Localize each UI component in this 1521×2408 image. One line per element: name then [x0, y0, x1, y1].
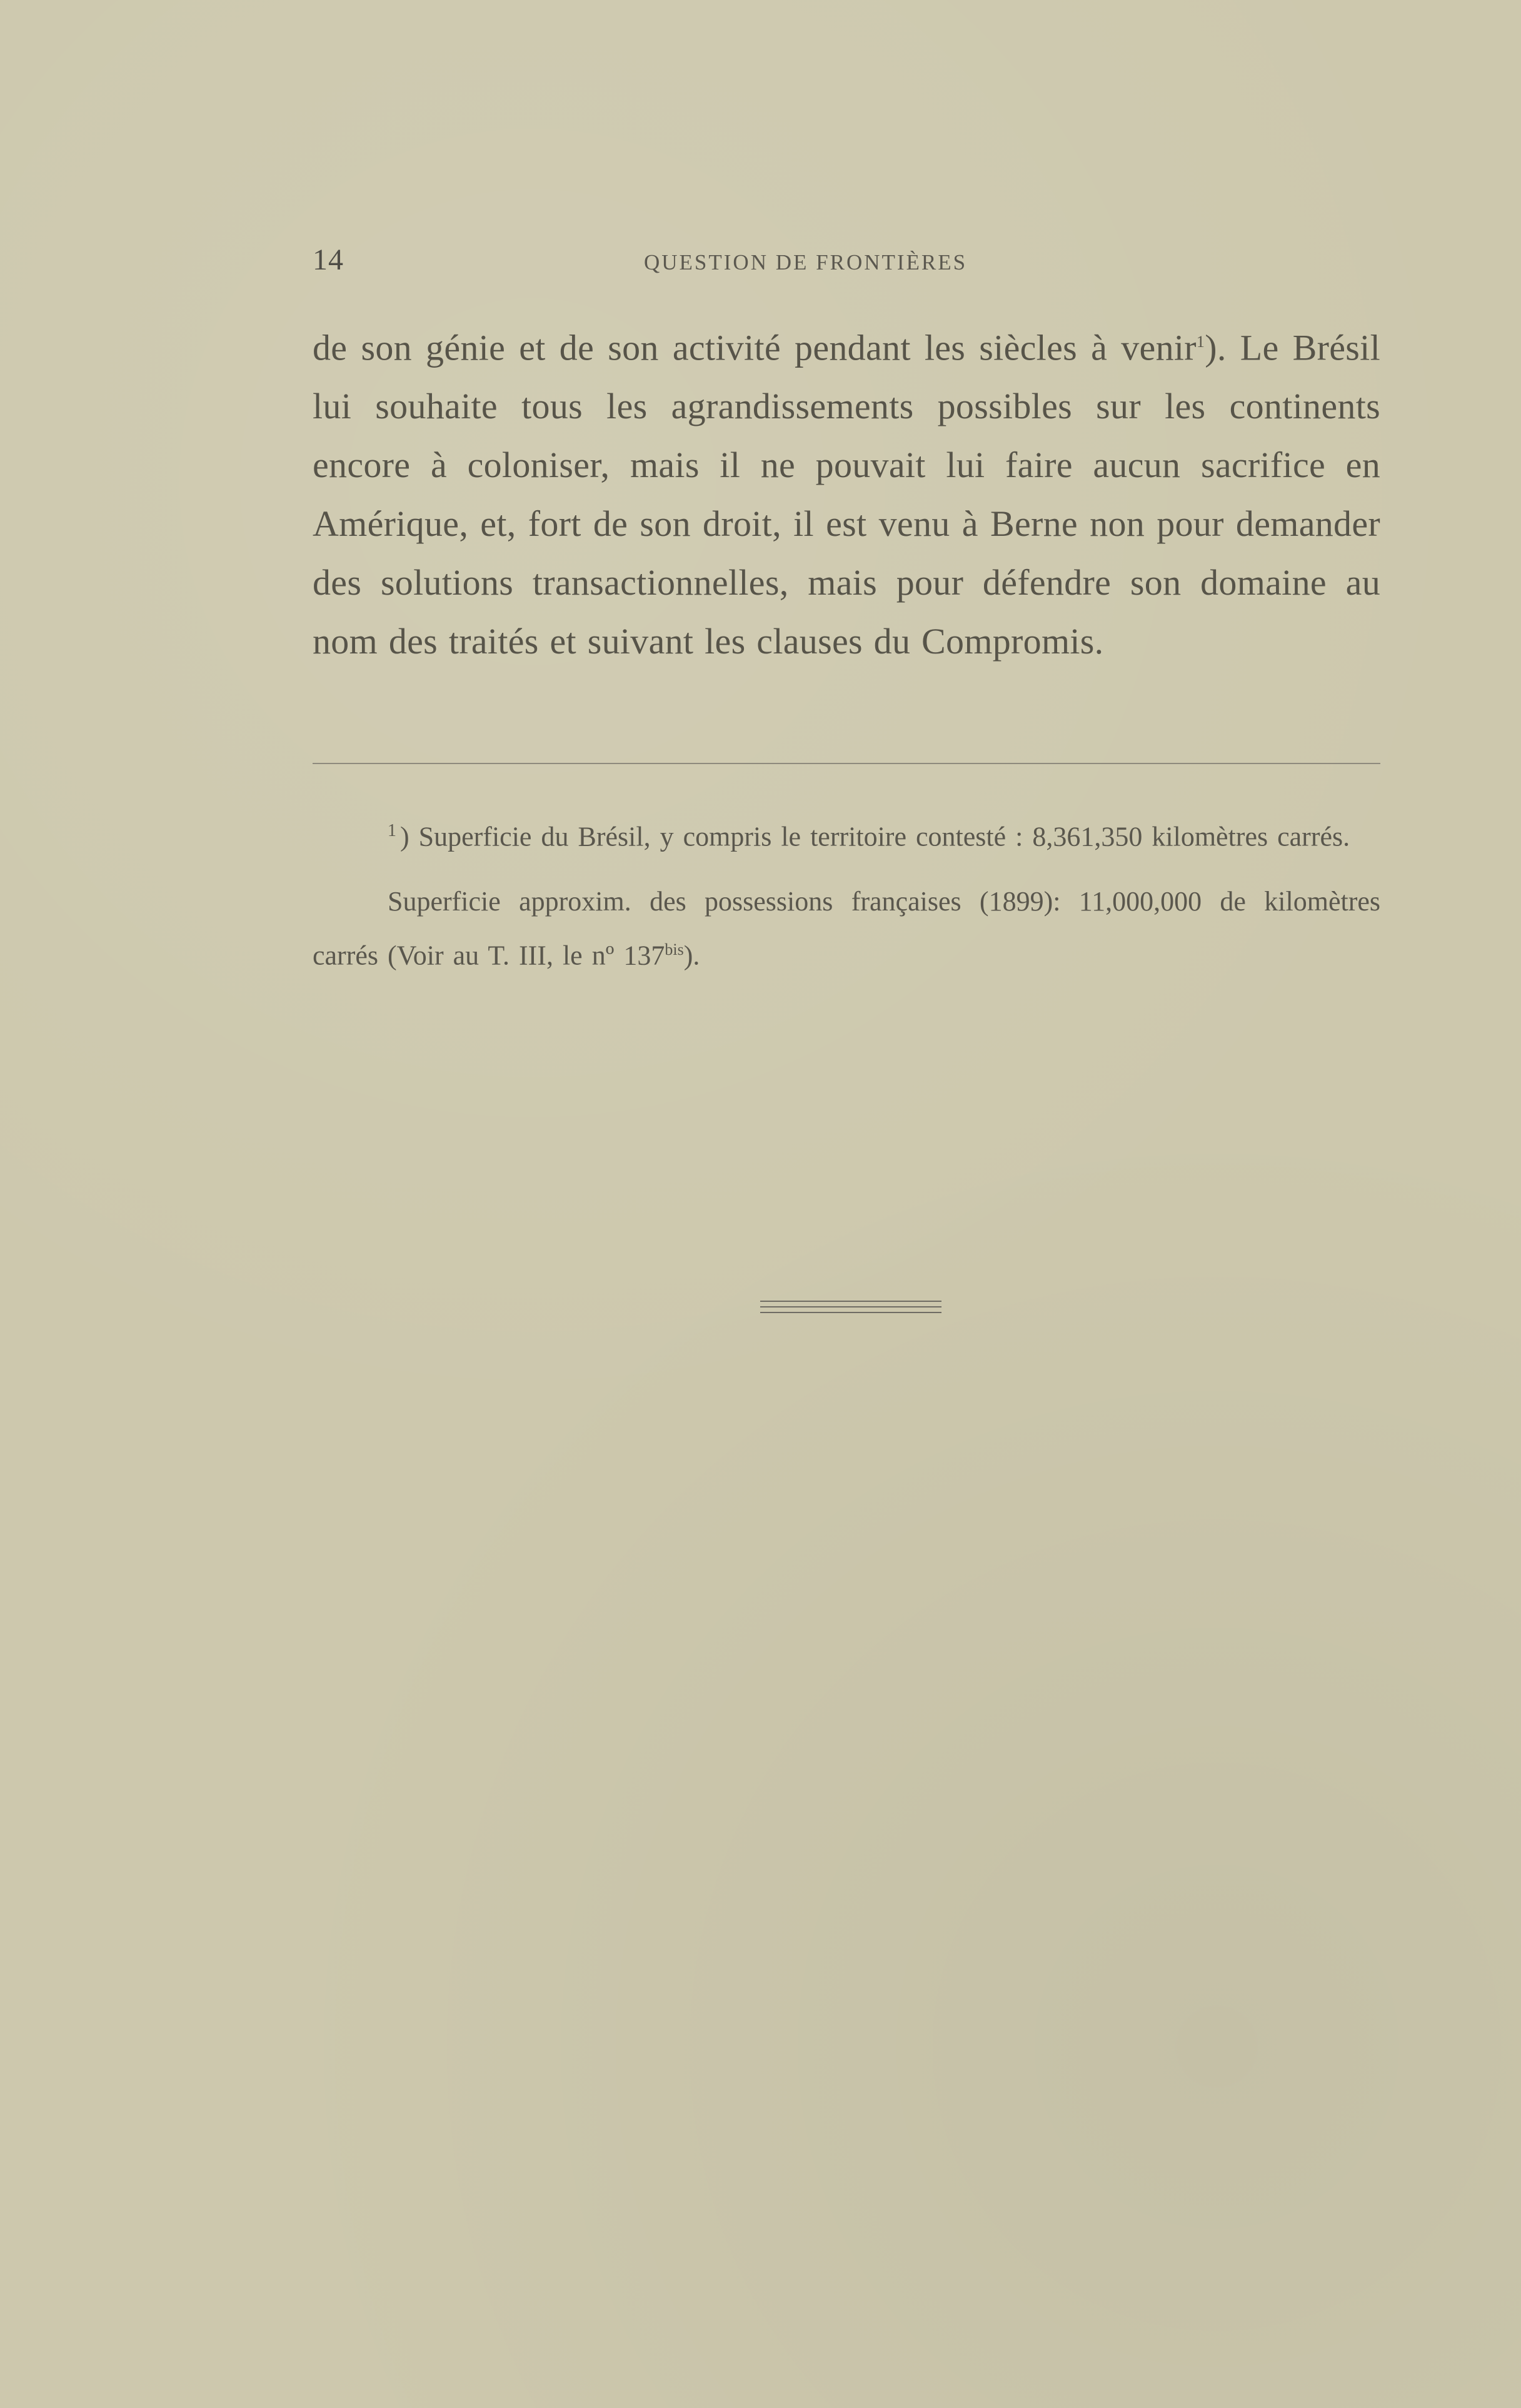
- page-number: 14: [313, 243, 344, 276]
- footnote-1-continuation: [313, 877, 1380, 980]
- main-text-before-footnote: de son génie et de son activité pendant les siècles à venir: [313, 327, 1197, 368]
- main-text-after-footnote: ). Le Brésil lui souhaite tous les agrandissements possibles sur les continents encore à coloniser, mais il ne pouvait lui faire aucun sacrifice en Amérique, et, fort de son droit, il est venu à Berne non pour demander des solutions transactionnelles, mais pour défendre son domaine au nom des traités et suivant les clauses du Compromis.: [313, 327, 1380, 662]
- footnote-1-marker: 1: [388, 821, 396, 840]
- footnote-divider: [313, 763, 1380, 764]
- footnote-reference: 1: [1196, 333, 1205, 351]
- end-ornament: [760, 1301, 941, 1313]
- footnotes: [313, 807, 1380, 995]
- page-header: [313, 243, 1382, 286]
- footnote-superscript: bis: [665, 940, 684, 959]
- footnote-continuation-end: ).: [683, 940, 700, 971]
- running-title: QUESTION DE FRONTIÈRES: [644, 250, 968, 275]
- main-paragraph: [313, 313, 1380, 671]
- footnote-1: [313, 807, 1380, 861]
- footnote-1-text: ) Superficie du Brésil, y compris le territoire contesté : 8,361,350 kilomètres carrés.: [400, 821, 1350, 852]
- footnote-continuation-text: Superficie approxim. des possessions françaises (1899): 11,000,000 de kilomètres carrés (Voir au T. III, le nº 137: [313, 885, 1380, 971]
